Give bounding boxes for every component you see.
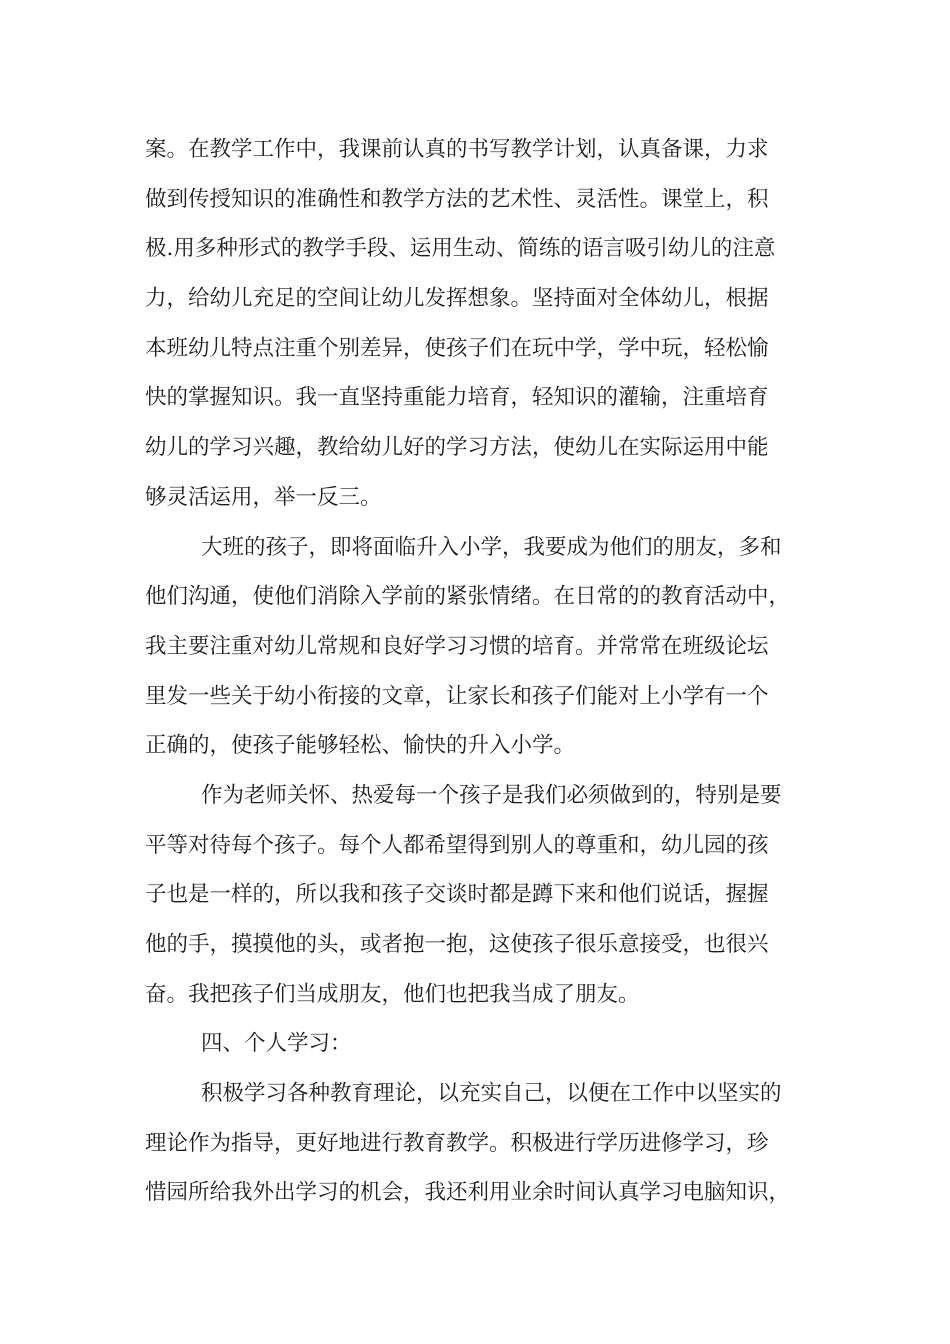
text-line: 惜园所给我外出学习的机会，我还利用业余时间认真学习电脑知识，: [145, 1180, 791, 1206]
text-line: 力，给幼儿充足的空间让幼儿发挥想象。坚持面对全体幼儿，根据: [145, 286, 769, 312]
text-line: 本班幼儿特点注重个别差异，使孩子们在玩中学，学中玩，轻松愉: [145, 335, 769, 361]
text-line: 奋。我把孩子们当成朋友，他们也把我当成了朋友。: [145, 981, 640, 1007]
text-line: 我主要注重对幼儿常规和良好学习习惯的培育。并常常在班级论坛: [145, 633, 769, 659]
text-line: 子也是一样的，所以我和孩子交谈时都是蹲下来和他们说话，握握: [145, 882, 769, 908]
text-line: 正确的，使孩子能够轻松、愉快的升入小学。: [145, 733, 576, 759]
section-heading: 四、个人学习：: [201, 1031, 352, 1057]
text-line: 够灵活运用，举一反三。: [145, 484, 382, 510]
text-line: 里发一些关于幼小衔接的文章，让家长和孩子们能对上小学有一个: [145, 683, 769, 709]
text-line: 他的手，摸摸他的头，或者抱一抱，这使孩子很乐意接受，也很兴: [145, 932, 769, 957]
text-line: 做到传授知识的准确性和教学方法的艺术性、灵活性。课堂上，积: [145, 186, 769, 212]
text-line: 幼儿的学习兴趣，教给幼儿好的学习方法，使幼儿在实际运用中能: [145, 435, 769, 461]
text-line: 案。在教学工作中，我课前认真的书写教学计划，认真备课，力求: [145, 137, 769, 162]
text-line: 平等对待每个孩子。每个人都希望得到别人的尊重和，幼儿园的孩: [145, 832, 769, 858]
paragraph-first-line: 积极学习各种教育理论，以充实自己，以便在工作中以坚实的: [201, 1081, 782, 1107]
text-line: 理论作为指导，更好地进行教育教学。积极进行学历进修学习，珍: [145, 1130, 769, 1156]
text-line: 极.用多种形式的教学手段、运用生动、简练的语言吸引幼儿的注意: [145, 236, 776, 262]
text-line: 他们沟通，使他们消除入学前的紧张情绪。在日常的的教育活动中，: [145, 584, 791, 610]
text-line: 快的掌握知识。我一直坚持重能力培育，轻知识的灌输，注重培育: [145, 385, 769, 411]
paragraph-first-line: 作为老师关怀、热爱每一个孩子是我们必须做到的，特别是要: [201, 782, 782, 808]
paragraph-first-line: 大班的孩子，即将面临升入小学，我要成为他们的朋友，多和: [201, 534, 782, 560]
document-body: [0, 125, 950, 1218]
